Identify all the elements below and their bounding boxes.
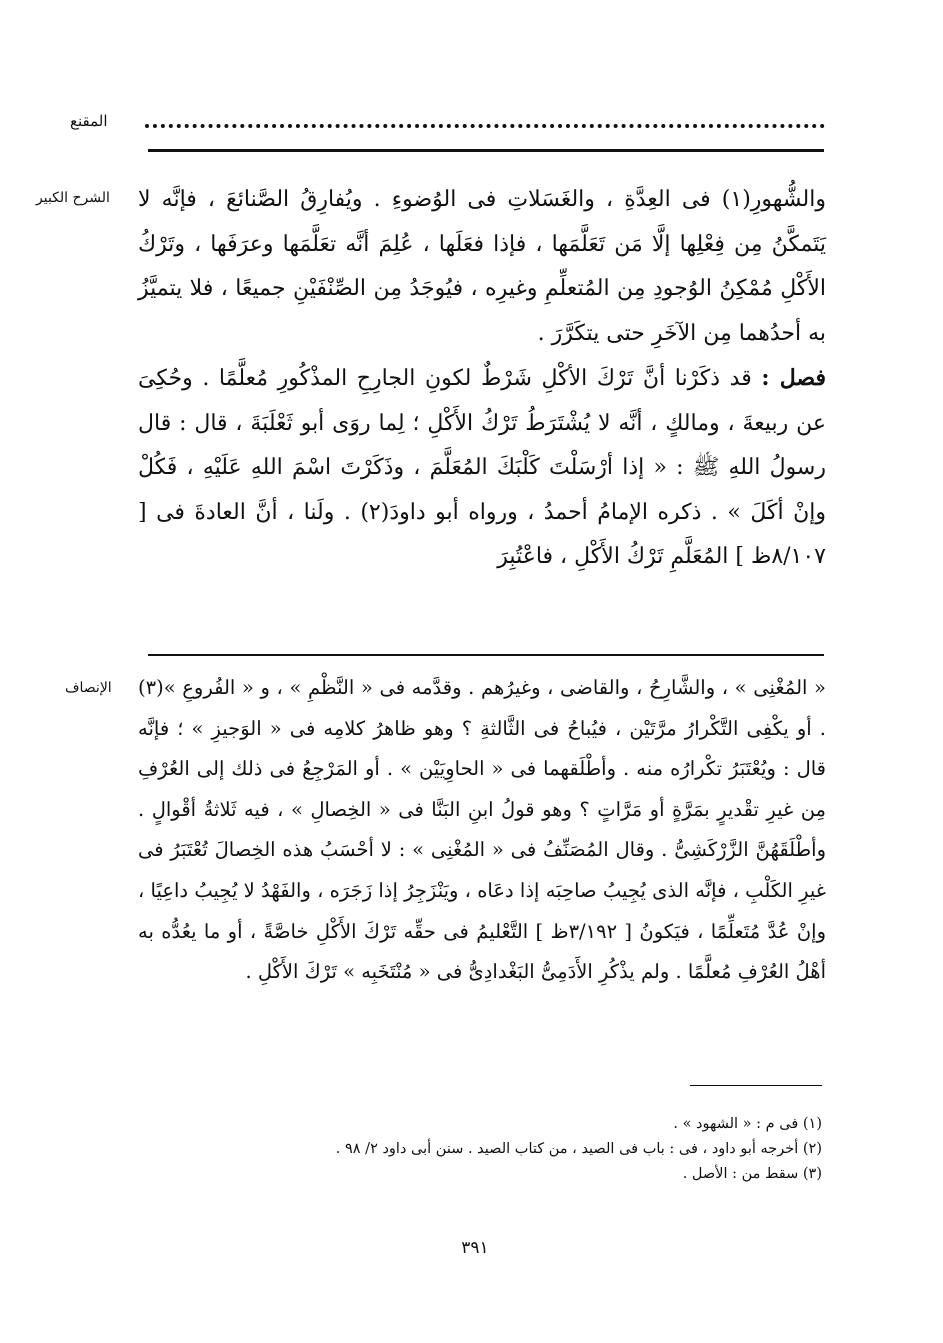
footnote-2: (٢) أخرجه أبو داود ، فى : باب فى الصيد ، من كتاب الصيد . سنن أبى داود ٢/ ٩٨ .	[335, 1141, 822, 1157]
margin-label-sharh: الشرح الكبير	[36, 190, 110, 206]
margin-label-insaf: الإنصاف	[65, 680, 112, 696]
sharh-text-block	[138, 178, 826, 580]
sharh-paragraph-2	[138, 356, 826, 580]
fasl-text: قد ذكَرْنا أنَّ تَرْكَ الأكْلِ شَرْطٌ لكونِ الجارِحِ المذْكُورِ مُعلَّمًا . وحُكِىَ عن ربيعةَ ، ومالكٍ ، أنَّه لا يُشْتَرَطُ تَرْكُ الأَكْلِ ؛ لِما روَى أبو ثَعْلَبَةَ ، قال : قال رسولُ اللهِ ﷺ : « إذا أرْسَلْتَ كَلْبَكَ المُعَلَّمَ ، وذَكَرْتَ اسْمَ اللهِ عَلَيْهِ ، فَكُلْ وإنْ أكَلَ » . ذكره الإمامُ أحمدُ ، ورواه أبو داودَ(٢) . ولَنا ، أنَّ العادةَ فى [ ٨/١٠٧ظ ] المُعَلَّمِ تَرْكُ الأَكْلِ ، فاعْتُبِرَ	[138, 366, 826, 569]
page-number: ٣٩١	[461, 1238, 489, 1258]
section-divider-rule	[148, 654, 824, 656]
insaf-text-block	[138, 668, 826, 993]
running-head	[145, 110, 825, 134]
footnotes	[250, 1112, 822, 1187]
book-title: المقنع	[70, 112, 108, 130]
sharh-paragraph-1: والشُّهورِ(١) فى العِدَّةِ ، والغَسَلاتِ فى الوُضوءِ . ويُفارِقُ الصَّنائعَ ، فإنَّه لا يَتَمكَّنُ مِن فِعْلِها إلَّا مَن تَعَلَّمَها ، فإذا فعَلَها ، عُلِمَ أنَّه تعَلَّمَها وعرَفَها ، وتَرْكُ الأَكْلِ مُمْكِنُ الوُجودِ مِن المُتعلِّمِ وغيرِه ، فيُوجَدُ مِن الصِّنْفَيْنِ جميعًا ، فلا يتميَّزُ به أحدُهما مِن الآخَرِ حتى يتكَرَّرَ .	[138, 187, 826, 346]
header-rule	[148, 149, 824, 152]
footnote-3: (٣) سقط من : الأصل .	[682, 1166, 822, 1182]
fasl-heading: فصل :	[761, 365, 826, 391]
footnote-1: (١) فى م : « الشهود » .	[673, 1116, 822, 1132]
dotted-leader	[145, 124, 825, 128]
insaf-paragraph: « المُغْنِى » ، والشَّارِحُ ، والقاضى ، وغيرُهم . وقدَّمه فى « النَّظْمِ » ، و « الفُروعِ »(٣) . أو يكْفِى التَّكْرارُ مرَّتَيْن ، فيُباحُ فى الثَّالثةِ ؟ وهو ظاهرُ كلامِه فى « الوَجيزِ » ؛ فإنَّه قال : ويُعْتَبَرُ تكْرارُه منه . وأطْلَقهما فى « الحاوِيَيْن » . أو المَرْجِعُ فى ذلك إلى العُرْفِ مِن غيرِ تقْديرٍ بمَرَّةٍ أو مَرَّاتٍ ؟ وهو قولُ ابنِ البَنَّا فى « الخِصالِ » ، فيه ثَلاثةُ أقْوالٍ . وأطْلَقَهُنَّ الزَّرْكَشِىُّ . وقال المُصَنِّفُ فى « المُغْنِى » : لا أحْسَبُ هذه الخِصالَ تُعْتَبَرُ فى غيرِ الكَلْبِ ، فإنَّه الذى يُجِيبُ صاحِبَه إذا دعَاه ، ويَنْزَجِرُ إذا زَجَرَه ، والفَهْدُ لا يُجِيبُ داعِيًا ، وإنْ عُدَّ مُتَعلِّمًا ، فيَكونُ [ ٣/١٩٢ظ ] التَّعْليمُ فى حقِّه تَرْكَ الأَكْلِ خاصَّةً ، أو ما يعُدُّه به أهْلُ العُرْفِ مُعلَّمًا . ولم يذْكُرِ الأَدَمِىُّ البَغْدادِىُّ فى « مُنْتَخَبِه » تَرْكَ الأَكْلِ .	[138, 676, 826, 984]
footnote-rule	[690, 1085, 822, 1086]
